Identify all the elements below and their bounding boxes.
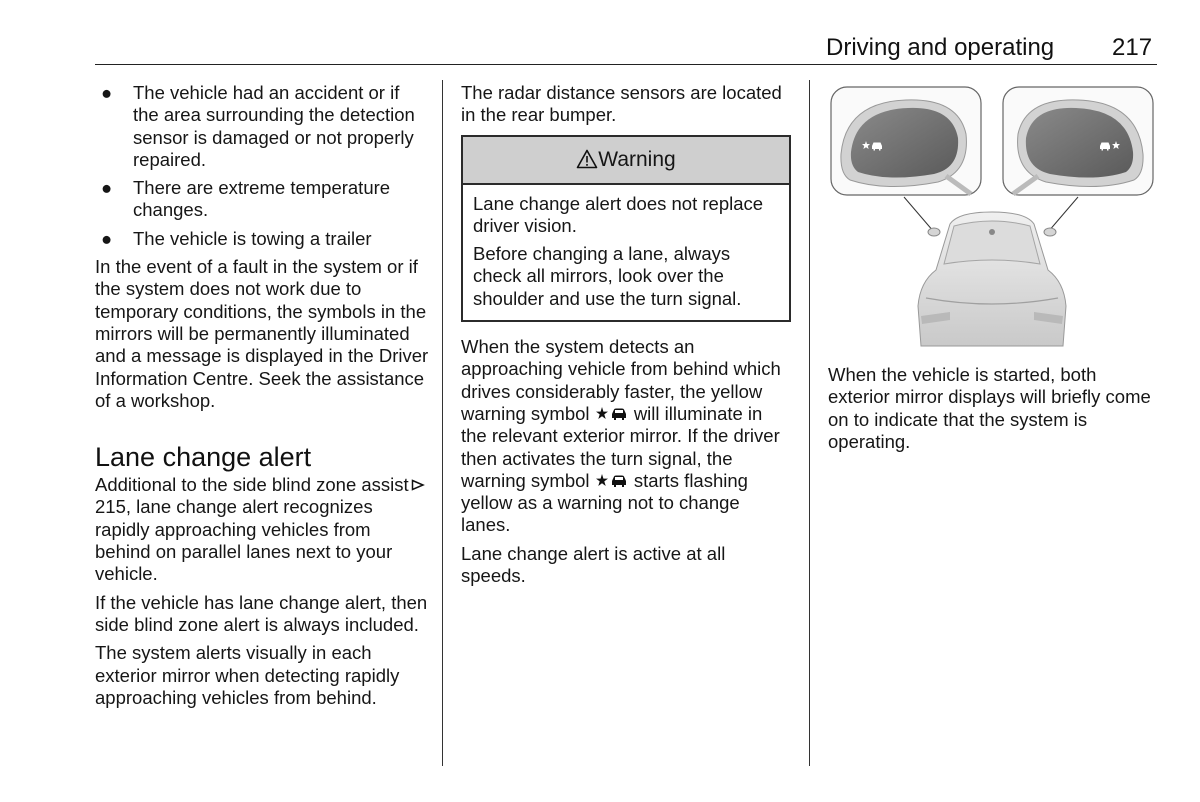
bullet-icon: ● [101,82,113,103]
warning-box [461,135,791,322]
lane-change-alert-symbol-icon [595,403,629,425]
list-item: ● There are extreme temperature changes. [101,177,391,221]
detect-paragraph: When the system detects an approaching vehicle from behind which drives considerably faster, the yellow warning symbol will illuminate in the relevant exterior mirror. If the driver then activates the turn signal, the warning symbol starts flashing yellow as a warning not to change lanes. [461,336,781,536]
column-3 [828,364,1162,459]
included-paragraph: If the vehicle has lane change alert, then side blind zone alert is always included. [95,591,428,635]
active-paragraph: Lane change alert is active at all speeds. [461,542,726,587]
condition-list [95,82,429,250]
column-divider-2 [809,80,810,766]
fault-paragraph: In the event of a fault in the system or if the system does not work due to temporary conditions, the symbols in the mirrors will be permanently illuminated and a message is displayed in the Driver Information Centre. Seek the assistance of a workshop. [95,256,429,411]
bullet-icon: ● [101,177,113,199]
intro-paragraph: Additional to the side blind zone assist215, lane change alert recognizes rapidly approaching vehicles from behind on parallel lanes next to your vehicle. [95,474,429,585]
page-reference-arrow-icon[interactable] [409,474,427,496]
started-paragraph: When the vehicle is started, both exterior mirror displays will briefly come on to indicate that the system is operating. [828,364,1151,452]
page-reference[interactable]: 215 [95,496,126,518]
list-item: ● The vehicle is towing a trailer [101,227,372,249]
warning-triangle-icon [576,148,598,171]
section-heading: Lane change alert [95,442,312,473]
list-item: ● The vehicle had an accident or if the area surrounding the detection sensor is damaged or not properly repaired. [101,82,415,170]
warning-text-2: Before changing a lane, always check all mirrors, look over the shoulder and use the turn signal. [473,243,742,309]
warning-body [463,185,789,320]
page-number: 217 [1112,34,1153,61]
alerts-paragraph: The system alerts visually in each exterior mirror when detecting rapidly approaching vehicles from behind. [95,642,400,708]
column-1 [95,82,429,715]
header-rule [95,64,1157,65]
sensors-paragraph: The radar distance sensors are located in the rear bumper. [461,82,782,126]
column-2 [461,82,791,593]
lane-change-alert-symbol-icon [595,470,629,492]
column-divider-1 [442,80,443,766]
warning-text-1: Lane change alert does not replace driver vision. [473,192,764,236]
mirror-illustration [826,84,1158,350]
warning-title: Warning [598,147,676,171]
running-header-section: Driving and operating [826,34,1055,61]
bullet-icon: ● [101,227,113,249]
warning-header [463,137,789,185]
